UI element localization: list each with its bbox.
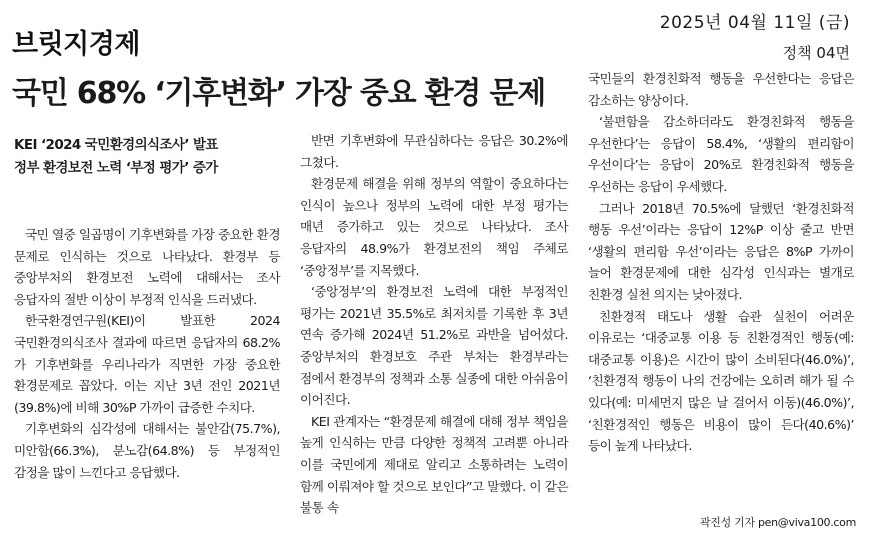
newspaper-name: 브릿지경제 xyxy=(12,29,140,60)
paragraph: 친환경적 태도나 생활 습관 실천이 어려운 이유로는 ‘대중교통 이용 등 친환경적인 행동(예: 대중교통 이용)은 시간이 많이 소비된다(46.0%)’, ‘친환경적 행동이 나의 건강에는 오히려 해가 될 수 있다(예: 미세먼지 많은 날 걸어서 이동)(46.0%)’, ‘친환경적인 행동은 비용이 많이 든다(40.6%)’ 등이 높게 나타났다. xyxy=(588,308,854,454)
article-headline: 국민 68% ‘기후변화’ 가장 중요 환경 문제 xyxy=(12,76,545,111)
paragraph: 그러나 2018년 70.5%에 달했던 ‘환경친화적 행동 우선’이라는 응답이 12%P 이상 줄고 반면 ‘생활의 편리함 우선’이라는 응답은 8%P 가까이 늘어 환경문제에 대한 심각성 인식과는 별개로 친환경 실천 의지는 낮아졌다. xyxy=(588,200,854,302)
article-column-2 xyxy=(300,130,568,519)
article-subheadline xyxy=(14,134,284,180)
publication-date: 2025년 04월 11일 (금) xyxy=(659,13,850,33)
paragraph: ‘불편함을 감소하더라도 환경친화적 행동을 우선한다’는 응답이 58.4%, ‘생활의 편리함이 우선이다’는 응답이 20%로 환경친화적 행동을 우선하는 응답이 우세했다. xyxy=(588,114,854,194)
paragraph: 환경문제 해결을 위해 정부의 역할이 중요하다는 인식이 높으나 정부의 노력에 대한 부정 평가는 매년 증가하고 있는 것으로 나타났다. 조사 응답자의 48.9%가 환경보전의 책임 주체로 ‘중앙정부’를 지목했다. xyxy=(300,176,568,278)
paragraph: ‘중앙정부’의 환경보전 노력에 대한 부정적인 평가는 2021년 35.5%로 최저치를 기록한 후 3년 연속 증가해 2024년 51.2%로 과반을 넘어섰다. 중앙부처의 환경보호 주관 부처는 환경부라는 점에서 환경부의 정책과 소통 실종에 대한 아쉬움이 이어진다. xyxy=(300,284,568,408)
paragraph: 한국환경연구원(KEI)이 발표한 2024 국민환경의식조사 결과에 따르면 응답자의 68.2%가 기후변화를 우리나라가 직면한 가장 중요한 환경문제로 꼽았다. 이는 지난 3년 전인 2021년(39.8%)에 비해 30%P 가까이 급증한 수치다. xyxy=(14,313,280,415)
page-section: 정책 04면 xyxy=(782,44,850,62)
paragraph: KEI 관계자는 “환경문제 해결에 대해 정부 책임을 높게 인식하는 만큼 다양한 정책적 고려뿐 아니라 이를 국민에게 제대로 알리고 소통하려는 노력이 함께 이뤄져야 할 것으로 보인다”고 말했다. 이 같은 불통 속 xyxy=(300,413,568,516)
paragraph: 국민 열중 일곱명이 기후변화를 가장 중요한 환경 문제로 인식하는 것으로 나타났다. 환경부 등 중앙부처의 환경보전 노력에 대해서는 조사 응답자의 절반 이상이 부정적 인식을 드러냈다. xyxy=(14,227,280,307)
article-column-1 xyxy=(14,224,280,483)
paragraph: 기후변화의 심각성에 대해서는 불안감(75.7%), 미안함(66.3%), 분노감(64.8%) 등 부정적인 감정을 많이 느낀다고 응답했다. xyxy=(14,421,280,480)
paragraph: 반면 기후변화에 무관심하다는 응답은 30.2%에 그쳤다. xyxy=(300,133,568,170)
subheadline-line-2: 정부 환경보전 노력 ‘부정 평가’ 증가 xyxy=(14,160,218,176)
paragraph: 국민들의 환경친화적 행동을 우선한다는 응답은 감소하는 양상이다. xyxy=(588,71,854,108)
reporter-byline: 곽진성 기자 pen@viva100.com xyxy=(699,516,856,529)
article-column-3 xyxy=(588,68,854,457)
subheadline-line-1: KEI ‘2024 국민환경의식조사’ 발표 xyxy=(14,137,218,153)
